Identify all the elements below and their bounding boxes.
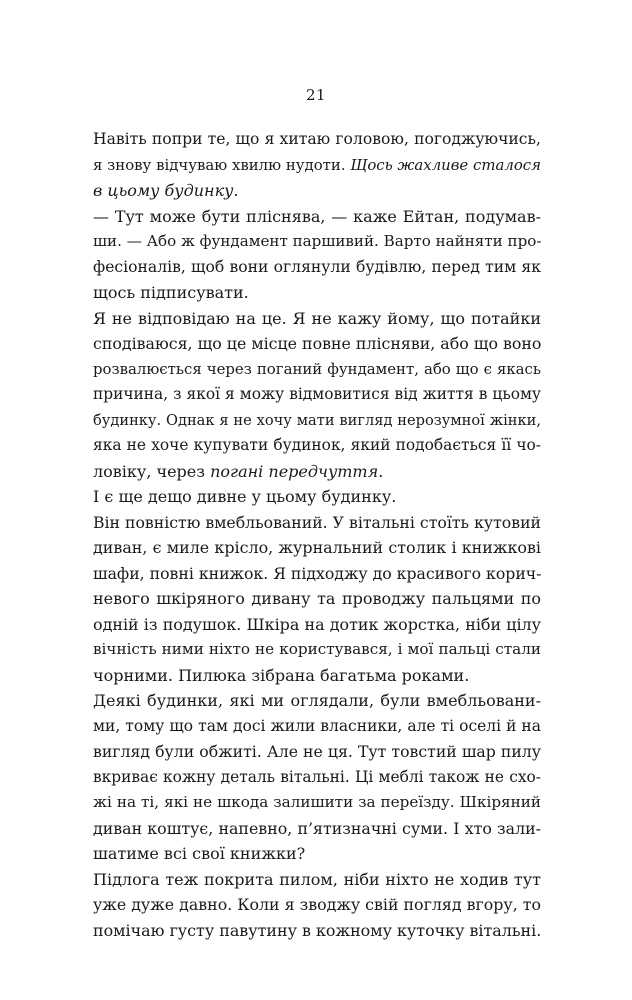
text-segment: уже дуже давно. Коли я зводжу свій погляд вгору, то <box>93 895 541 914</box>
italic-text: в цьому будинку. <box>93 181 239 200</box>
text-line <box>93 459 541 485</box>
text-segment: вічність ними ніхто не користувався, і мої пальці стали <box>93 640 541 658</box>
text-segment: Деякі будинки, які ми оглядали, були вмебльовани- <box>93 691 541 710</box>
text-segment: я знову відчуваю хвилю нудоти. <box>93 155 351 174</box>
text-segment: диван, є миле крісло, журнальний столик і книжкові <box>93 538 541 557</box>
text-segment: . <box>378 461 384 481</box>
text-line <box>93 255 541 281</box>
text-line <box>93 306 541 332</box>
text-segment: одній із подушок. Шкіра на дотик жорстка, ніби цілу <box>93 614 541 634</box>
text-segment: вигляд були обжиті. Але не ця. Тут товстий шар пилу <box>93 742 541 761</box>
text-line <box>93 688 541 714</box>
text-segment: жі на ті, які не шкода залишити за переїзду. Шкіряний <box>93 793 541 811</box>
text-segment: фесіоналів, щоб вони оглянули будівлю, перед тим як <box>93 257 541 276</box>
text-line <box>93 816 541 842</box>
text-line <box>93 892 541 918</box>
text-segment: будинку. Однак я не хочу мати вигляд нерозумної жінки, <box>93 411 541 429</box>
text-line <box>93 918 541 944</box>
text-segment: щось підписувати. <box>93 283 249 302</box>
text-segment: причина, з якої я можу відмовитися від життя в цьому <box>93 385 541 403</box>
text-line <box>93 586 541 612</box>
text-segment: Підлога теж покрита пилом, ніби ніхто не ходив тут <box>93 869 541 889</box>
text-line <box>93 765 541 791</box>
text-line <box>93 714 541 740</box>
text-line <box>93 433 541 459</box>
italic-text: погані передчуття <box>210 461 379 481</box>
text-line <box>93 510 541 536</box>
text-line <box>93 408 541 434</box>
text-segment: ши. — Або ж фундамент паршивий. Варто найняти про- <box>93 232 542 250</box>
page-number: 21 <box>305 86 327 104</box>
text-line <box>93 663 541 689</box>
text-line <box>93 535 541 561</box>
text-line <box>93 484 541 510</box>
text-segment: помічаю густу павутину в кожному куточку вітальні. <box>93 920 542 940</box>
text-line <box>93 178 541 204</box>
text-segment: диван коштує, напевно, п’ятизначні суми. І хто зали- <box>93 818 541 838</box>
text-line <box>93 637 541 663</box>
text-line <box>93 790 541 816</box>
text-line <box>93 280 541 306</box>
text-segment: Я не відповідаю на це. Я не кажу йому, що потайки <box>93 308 541 328</box>
text-line <box>93 382 541 408</box>
text-line <box>93 229 541 255</box>
text-line <box>93 127 541 153</box>
text-segment: Він повністю вмебльований. У вітальні стоїть кутовий <box>93 512 541 532</box>
text-segment: чорними. Пилюка зібрана багатьма роками. <box>93 665 470 685</box>
text-segment: яка не хоче купувати будинок, який подобається її чо- <box>93 436 541 454</box>
text-line <box>93 841 541 867</box>
text-line <box>93 561 541 587</box>
text-segment: шафи, повні книжок. Я підходжу до красивого корич- <box>93 563 542 583</box>
text-segment: невого шкіряного дивану та проводжу пальцями по <box>93 589 541 608</box>
text-segment: вкриває кожну деталь вітальні. Ці меблі також не схо- <box>93 767 541 786</box>
text-line <box>93 331 541 357</box>
text-segment: шатиме всі свої книжки? <box>93 844 306 863</box>
text-segment: розвалюється через поганий фундамент, або що є якась <box>93 359 541 378</box>
body-text <box>93 127 541 943</box>
italic-text: Щось жахливе сталося <box>350 155 541 174</box>
text-line <box>93 867 541 893</box>
text-segment: ми, тому що там досі жили власники, але ті оселі й на <box>93 716 541 735</box>
text-segment: Навіть попри те, що я хитаю головою, погоджуючись, <box>93 130 541 148</box>
text-segment: І є ще дещо дивне у цьому будинку. <box>93 487 397 506</box>
text-segment: сподіваюся, що це місце повне плісняви, або що воно <box>93 334 542 353</box>
text-segment: ловіку, через <box>93 461 211 481</box>
text-line <box>93 153 541 179</box>
text-segment: — Тут може бути пліснява, — каже Ейтан, подумав- <box>93 206 541 226</box>
text-line <box>93 739 541 765</box>
text-line <box>93 357 541 383</box>
text-line <box>93 204 541 230</box>
text-line <box>93 612 541 638</box>
